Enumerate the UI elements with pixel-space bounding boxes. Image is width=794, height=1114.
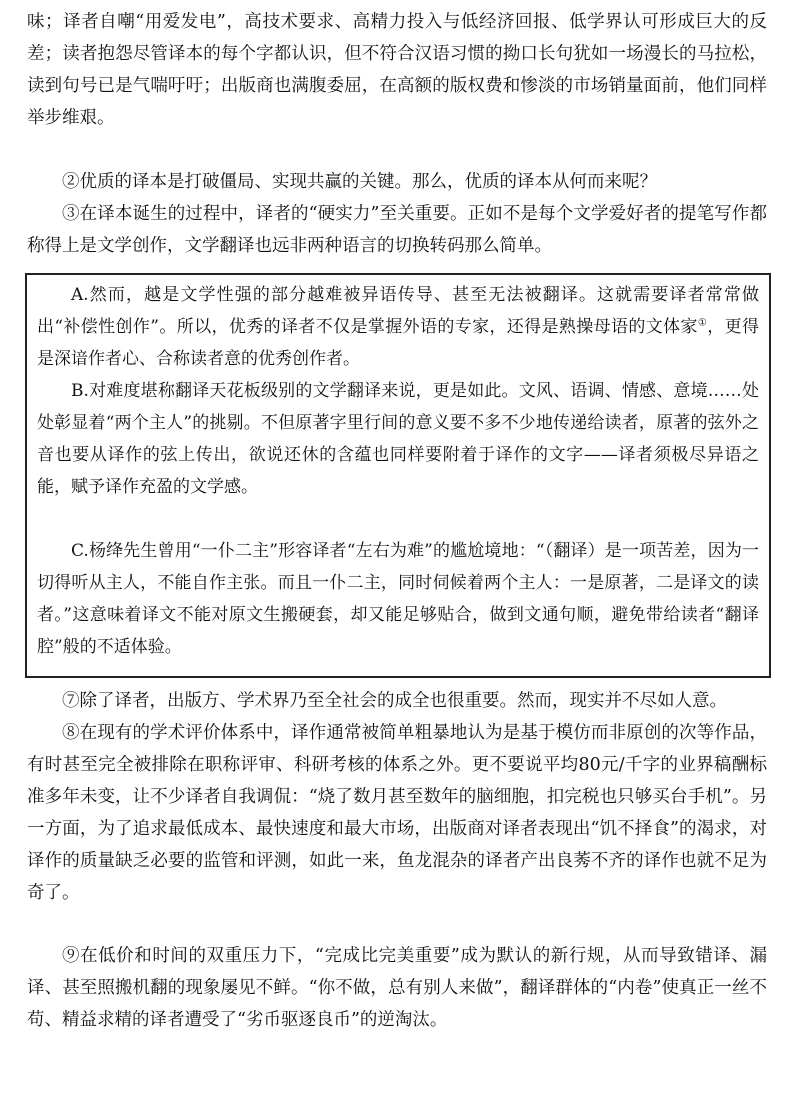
- paragraph-9: ⑨在低价和时间的双重压力下，“完成比完美重要”成为默认的新行规，从而导致错译、漏译、甚至照搬机翻的现象屡见不鲜。“你不做，总有别人来做”，翻译群体的“内卷”使真正一丝不苟、精益求精的译者遭受了“劣币驱逐良币”的逆淘汰。: [27, 946, 767, 1030]
- boxed-options: [25, 273, 771, 678]
- paragraph-3: ③在译本诞生的过程中，译者的“硬实力”至关重要。正如不是每个文学爱好者的提笔写作都称得上是文学创作，文学翻译也远非两种语言的切换转码那么简单。: [27, 204, 767, 256]
- footnote-marker: ①: [697, 317, 708, 329]
- option-c: C.杨绛先生曾用“一仆二主”形容译者“左右为难”的尴尬境地：“（翻译）是一项苦差，因为一切得听从主人，不能自作主张。而且一仆二主，同时伺候着两个主人：一是原著，二是译文的读者。”这意味着译文不能对原文生搬硬套，却又能足够贴合，做到文通句顺，避免带给读者“翻译腔”般的不适体验。: [37, 541, 759, 657]
- paragraph-8: ⑧在现有的学术评价体系中，译作通常被简单粗暴地认为是基于模仿而非原创的次等作品，有时甚至完全被排除在职称评审、科研考核的体系之外。更不要说平均80元/千字的业界稿酬标准多年未变，让不少译者自我调侃：“烧了数月甚至数年的脑细胞，扣完税也只够买台手机”。另一方面，为了追求最低成本、最快速度和最大市场，出版商对译者表现出“饥不择食”的渴求，对译作的质量缺乏必要的监管和评测，如此一来，鱼龙混杂的译者产出良莠不齐的译作也就不足为奇了。: [27, 723, 767, 903]
- option-a-tail: ，更得是深谙作者心、合称读者意的优秀创作者。: [37, 317, 759, 369]
- paragraph-7: ⑦除了译者，出版方、学术界乃至全社会的成全也很重要。然而，现实并不尽如人意。: [62, 691, 727, 711]
- paragraph-2: ②优质的译本是打破僵局、实现共赢的关键。那么，优质的译本从何而来呢？: [62, 172, 657, 192]
- option-b: B.对难度堪称翻译天花板级别的文学翻译来说，更是如此。文风、语调、情感、意境……处处彰显着“两个主人”的挑剔。不但原著字里行间的意义要不多不少地传递给读者，原著的弦外之音也要从译作的弦上传出，欲说还休的含蕴也同样要附着于译作的文字——译者须极尽异语之能，赋予译作充盈的文学感。: [37, 381, 759, 497]
- paragraph-continuation: 味；译者自嘲“用爱发电”，高技术要求、高精力投入与低经济回报、低学界认可形成巨大的反差；读者抱怨尽管译本的每个字都认识，但不符合汉语习惯的拗口长句犹如一场漫长的马拉松，读到句号已是气喘吁吁；出版商也满腹委屈，在高额的版权费和惨淡的市场销量面前，他们同样举步维艰。: [27, 12, 767, 128]
- option-a-text: A.然而，越是文学性强的部分越难被异语传导、甚至无法被翻译。这就需要译者常常做出“补偿性创作”。所以，优秀的译者不仅是掌握外语的专家，还得是熟操母语的文体家: [37, 285, 759, 337]
- option-a: [37, 279, 759, 375]
